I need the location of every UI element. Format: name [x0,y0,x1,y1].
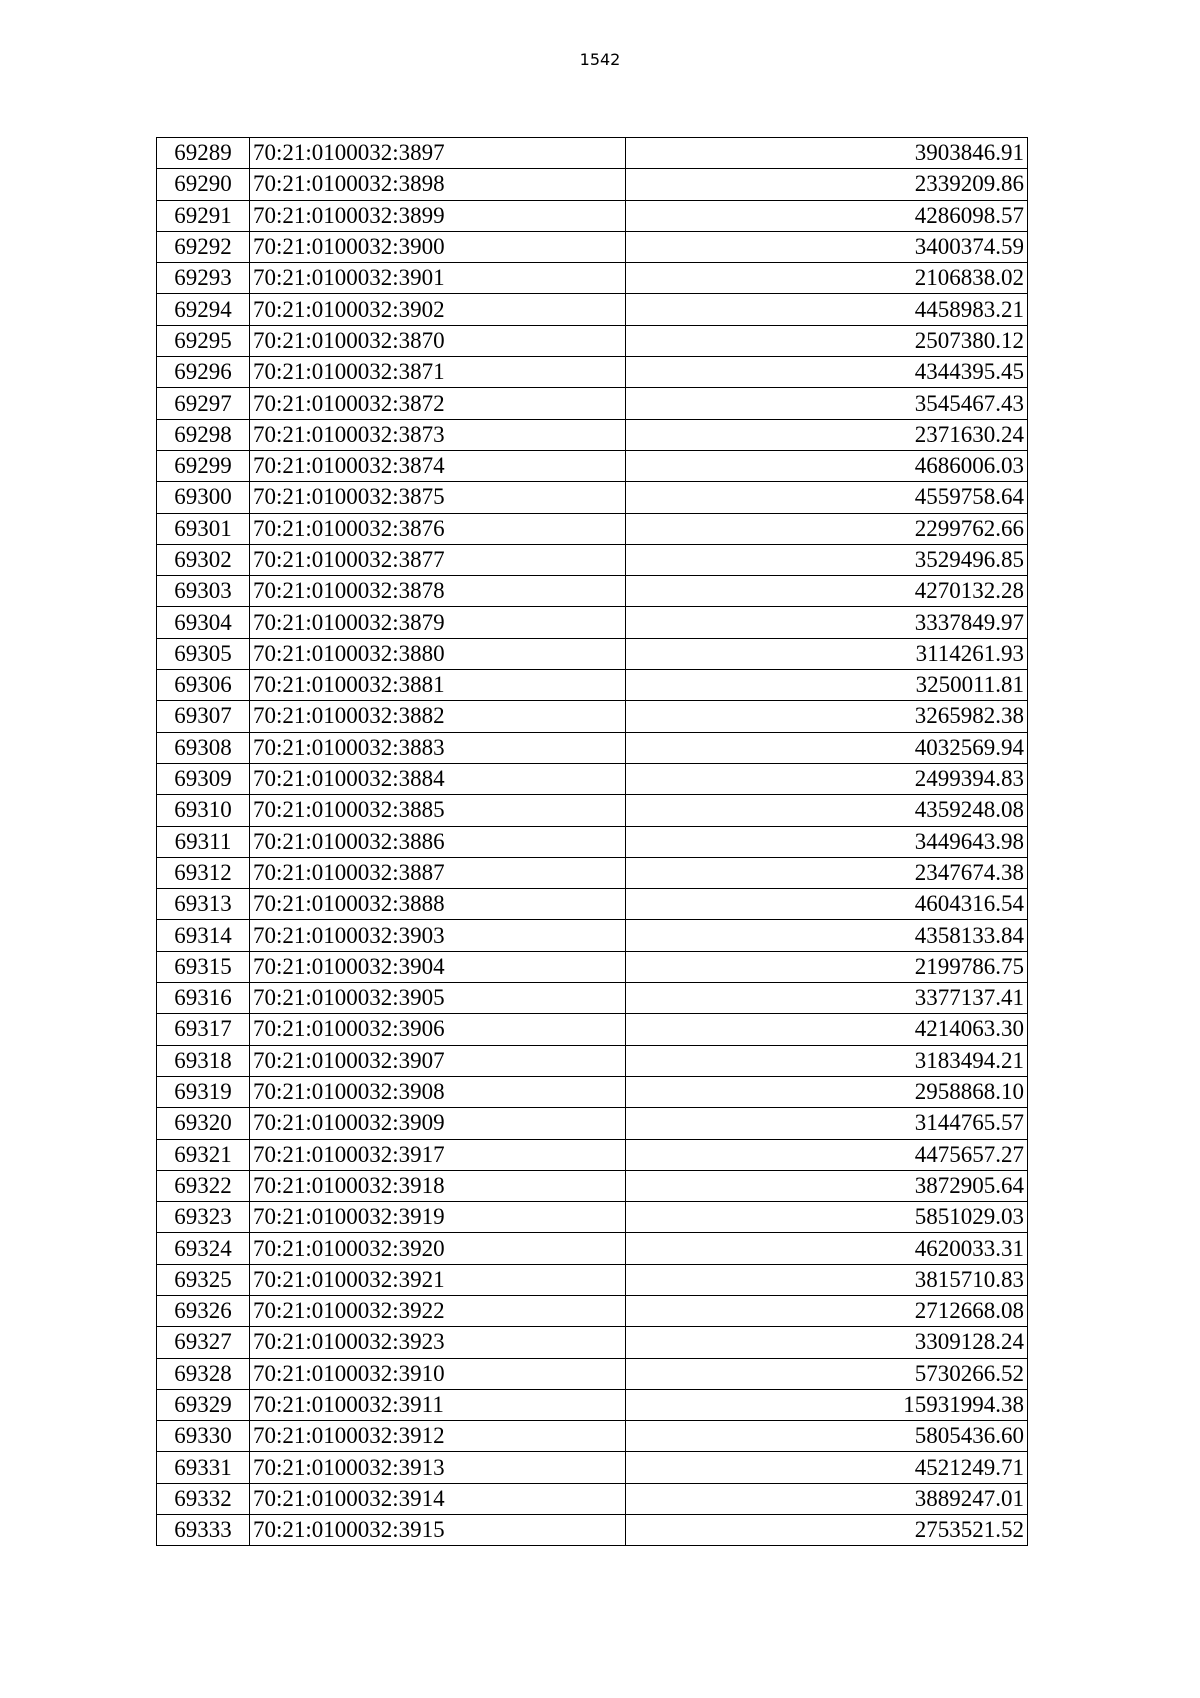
cadastral-value-cell: 3250011.81 [626,670,1028,701]
table-row [157,1139,1028,1170]
table-row [157,419,1028,450]
cadastral-number-cell: 70:21:0100032:3875 [250,482,626,513]
row-number-cell: 69330 [157,1421,250,1452]
cadastral-value-cell: 2299762.66 [626,513,1028,544]
row-number-cell: 69327 [157,1327,250,1358]
cadastral-number-cell: 70:21:0100032:3873 [250,419,626,450]
cadastral-value-cell: 4559758.64 [626,482,1028,513]
cadastral-value-cell: 3872905.64 [626,1170,1028,1201]
row-number-cell: 69329 [157,1389,250,1420]
cadastral-number-cell: 70:21:0100032:3880 [250,638,626,669]
cadastral-value-cell: 4604316.54 [626,889,1028,920]
table-row [157,388,1028,419]
row-number-cell: 69321 [157,1139,250,1170]
row-number-cell: 69299 [157,450,250,481]
table-row [157,920,1028,951]
cadastral-value-cell: 2106838.02 [626,263,1028,294]
table-row [157,263,1028,294]
cadastral-number-cell: 70:21:0100032:3879 [250,607,626,638]
row-number-cell: 69301 [157,513,250,544]
table-row [157,701,1028,732]
row-number-cell: 69313 [157,889,250,920]
table-row [157,231,1028,262]
cadastral-number-cell: 70:21:0100032:3887 [250,857,626,888]
table-row [157,1264,1028,1295]
table-row [157,576,1028,607]
cadastral-value-table [156,137,1028,1546]
table-row [157,1358,1028,1389]
row-number-cell: 69322 [157,1170,250,1201]
row-number-cell: 69317 [157,1014,250,1045]
row-number-cell: 69326 [157,1295,250,1326]
cadastral-value-cell: 2347674.38 [626,857,1028,888]
cadastral-value-cell: 4270132.28 [626,576,1028,607]
cadastral-number-cell: 70:21:0100032:3903 [250,920,626,951]
cadastral-value-cell: 4521249.71 [626,1452,1028,1483]
row-number-cell: 69328 [157,1358,250,1389]
table-row [157,951,1028,982]
row-number-cell: 69318 [157,1045,250,1076]
row-number-cell: 69315 [157,951,250,982]
cadastral-value-cell: 4358133.84 [626,920,1028,951]
table-row [157,513,1028,544]
table-row [157,482,1028,513]
table-row [157,1515,1028,1546]
cadastral-value-cell: 3529496.85 [626,544,1028,575]
row-number-cell: 69290 [157,169,250,200]
table-row [157,638,1028,669]
row-number-cell: 69300 [157,482,250,513]
cadastral-value-cell: 3309128.24 [626,1327,1028,1358]
cadastral-number-cell: 70:21:0100032:3901 [250,263,626,294]
cadastral-number-cell: 70:21:0100032:3885 [250,795,626,826]
row-number-cell: 69294 [157,294,250,325]
cadastral-number-cell: 70:21:0100032:3910 [250,1358,626,1389]
cadastral-value-cell: 4359248.08 [626,795,1028,826]
table-row [157,1327,1028,1358]
table-row [157,889,1028,920]
cadastral-value-cell: 3449643.98 [626,826,1028,857]
table-row [157,795,1028,826]
cadastral-number-cell: 70:21:0100032:3870 [250,325,626,356]
table-row [157,732,1028,763]
cadastral-number-cell: 70:21:0100032:3904 [250,951,626,982]
row-number-cell: 69325 [157,1264,250,1295]
row-number-cell: 69309 [157,763,250,794]
cadastral-value-cell: 3265982.38 [626,701,1028,732]
table-row [157,1233,1028,1264]
cadastral-number-cell: 70:21:0100032:3882 [250,701,626,732]
cadastral-number-cell: 70:21:0100032:3871 [250,357,626,388]
row-number-cell: 69295 [157,325,250,356]
cadastral-value-cell: 4458983.21 [626,294,1028,325]
row-number-cell: 69332 [157,1483,250,1514]
cadastral-number-cell: 70:21:0100032:3902 [250,294,626,325]
cadastral-number-cell: 70:21:0100032:3872 [250,388,626,419]
cadastral-number-cell: 70:21:0100032:3912 [250,1421,626,1452]
row-number-cell: 69306 [157,670,250,701]
table-row [157,294,1028,325]
cadastral-value-cell: 4344395.45 [626,357,1028,388]
table-row [157,1452,1028,1483]
cadastral-number-cell: 70:21:0100032:3899 [250,200,626,231]
row-number-cell: 69320 [157,1108,250,1139]
cadastral-value-cell: 4032569.94 [626,732,1028,763]
row-number-cell: 69292 [157,231,250,262]
row-number-cell: 69324 [157,1233,250,1264]
table-row [157,200,1028,231]
table-row [157,607,1028,638]
cadastral-value-cell: 2958868.10 [626,1076,1028,1107]
cadastral-number-cell: 70:21:0100032:3923 [250,1327,626,1358]
row-number-cell: 69331 [157,1452,250,1483]
table-row [157,670,1028,701]
cadastral-value-cell: 2339209.86 [626,169,1028,200]
cadastral-number-cell: 70:21:0100032:3914 [250,1483,626,1514]
cadastral-number-cell: 70:21:0100032:3888 [250,889,626,920]
cadastral-number-cell: 70:21:0100032:3907 [250,1045,626,1076]
cadastral-value-cell: 2371630.24 [626,419,1028,450]
cadastral-number-cell: 70:21:0100032:3878 [250,576,626,607]
table-row [157,1108,1028,1139]
cadastral-number-cell: 70:21:0100032:3920 [250,1233,626,1264]
cadastral-number-cell: 70:21:0100032:3883 [250,732,626,763]
cadastral-value-cell: 3400374.59 [626,231,1028,262]
row-number-cell: 69333 [157,1515,250,1546]
cadastral-number-cell: 70:21:0100032:3917 [250,1139,626,1170]
cadastral-number-cell: 70:21:0100032:3921 [250,1264,626,1295]
row-number-cell: 69296 [157,357,250,388]
cadastral-value-cell: 3114261.93 [626,638,1028,669]
cadastral-number-cell: 70:21:0100032:3915 [250,1515,626,1546]
cadastral-value-cell: 2499394.83 [626,763,1028,794]
cadastral-number-cell: 70:21:0100032:3918 [250,1170,626,1201]
cadastral-value-cell: 15931994.38 [626,1389,1028,1420]
cadastral-number-cell: 70:21:0100032:3884 [250,763,626,794]
table-row [157,1295,1028,1326]
row-number-cell: 69303 [157,576,250,607]
table-row [157,138,1028,169]
cadastral-value-cell: 2199786.75 [626,951,1028,982]
cadastral-value-cell: 5730266.52 [626,1358,1028,1389]
table-row [157,450,1028,481]
row-number-cell: 69316 [157,983,250,1014]
cadastral-value-cell: 3144765.57 [626,1108,1028,1139]
cadastral-value-cell: 3377137.41 [626,983,1028,1014]
table-row [157,826,1028,857]
cadastral-value-cell: 4286098.57 [626,200,1028,231]
table-row [157,1014,1028,1045]
row-number-cell: 69311 [157,826,250,857]
cadastral-value-cell: 3183494.21 [626,1045,1028,1076]
page-number: 1542 [579,50,621,69]
cadastral-value-cell: 3903846.91 [626,138,1028,169]
cadastral-number-cell: 70:21:0100032:3900 [250,231,626,262]
table-row [157,1483,1028,1514]
table-row [157,1045,1028,1076]
cadastral-value-cell: 3815710.83 [626,1264,1028,1295]
row-number-cell: 69312 [157,857,250,888]
row-number-cell: 69310 [157,795,250,826]
cadastral-number-cell: 70:21:0100032:3919 [250,1202,626,1233]
cadastral-number-cell: 70:21:0100032:3908 [250,1076,626,1107]
row-number-cell: 69305 [157,638,250,669]
row-number-cell: 69293 [157,263,250,294]
cadastral-value-cell: 3889247.01 [626,1483,1028,1514]
cadastral-value-cell: 4475657.27 [626,1139,1028,1170]
cadastral-number-cell: 70:21:0100032:3898 [250,169,626,200]
table-row [157,1170,1028,1201]
cadastral-number-cell: 70:21:0100032:3886 [250,826,626,857]
cadastral-number-cell: 70:21:0100032:3876 [250,513,626,544]
table-row [157,983,1028,1014]
row-number-cell: 69289 [157,138,250,169]
row-number-cell: 69298 [157,419,250,450]
row-number-cell: 69308 [157,732,250,763]
row-number-cell: 69304 [157,607,250,638]
cadastral-number-cell: 70:21:0100032:3909 [250,1108,626,1139]
row-number-cell: 69291 [157,200,250,231]
table-row [157,357,1028,388]
row-number-cell: 69319 [157,1076,250,1107]
cadastral-number-cell: 70:21:0100032:3877 [250,544,626,575]
row-number-cell: 69314 [157,920,250,951]
cadastral-value-cell: 4214063.30 [626,1014,1028,1045]
cadastral-number-cell: 70:21:0100032:3874 [250,450,626,481]
cadastral-value-cell: 4620033.31 [626,1233,1028,1264]
table-row [157,544,1028,575]
cadastral-value-cell: 5805436.60 [626,1421,1028,1452]
cadastral-value-cell: 2507380.12 [626,325,1028,356]
row-number-cell: 69302 [157,544,250,575]
cadastral-value-cell: 2753521.52 [626,1515,1028,1546]
table-row [157,763,1028,794]
table-body [157,138,1028,1546]
cadastral-number-cell: 70:21:0100032:3881 [250,670,626,701]
cadastral-value-cell: 4686006.03 [626,450,1028,481]
cadastral-number-cell: 70:21:0100032:3922 [250,1295,626,1326]
table-row [157,325,1028,356]
cadastral-value-cell: 3545467.43 [626,388,1028,419]
row-number-cell: 69323 [157,1202,250,1233]
cadastral-number-cell: 70:21:0100032:3897 [250,138,626,169]
cadastral-number-cell: 70:21:0100032:3913 [250,1452,626,1483]
cadastral-number-cell: 70:21:0100032:3905 [250,983,626,1014]
cadastral-value-cell: 3337849.97 [626,607,1028,638]
table-row [157,1421,1028,1452]
row-number-cell: 69307 [157,701,250,732]
table-row [157,1076,1028,1107]
table-row [157,1202,1028,1233]
table-row [157,169,1028,200]
cadastral-number-cell: 70:21:0100032:3906 [250,1014,626,1045]
row-number-cell: 69297 [157,388,250,419]
cadastral-number-cell: 70:21:0100032:3911 [250,1389,626,1420]
table-row [157,857,1028,888]
table-row [157,1389,1028,1420]
cadastral-value-cell: 5851029.03 [626,1202,1028,1233]
cadastral-value-cell: 2712668.08 [626,1295,1028,1326]
